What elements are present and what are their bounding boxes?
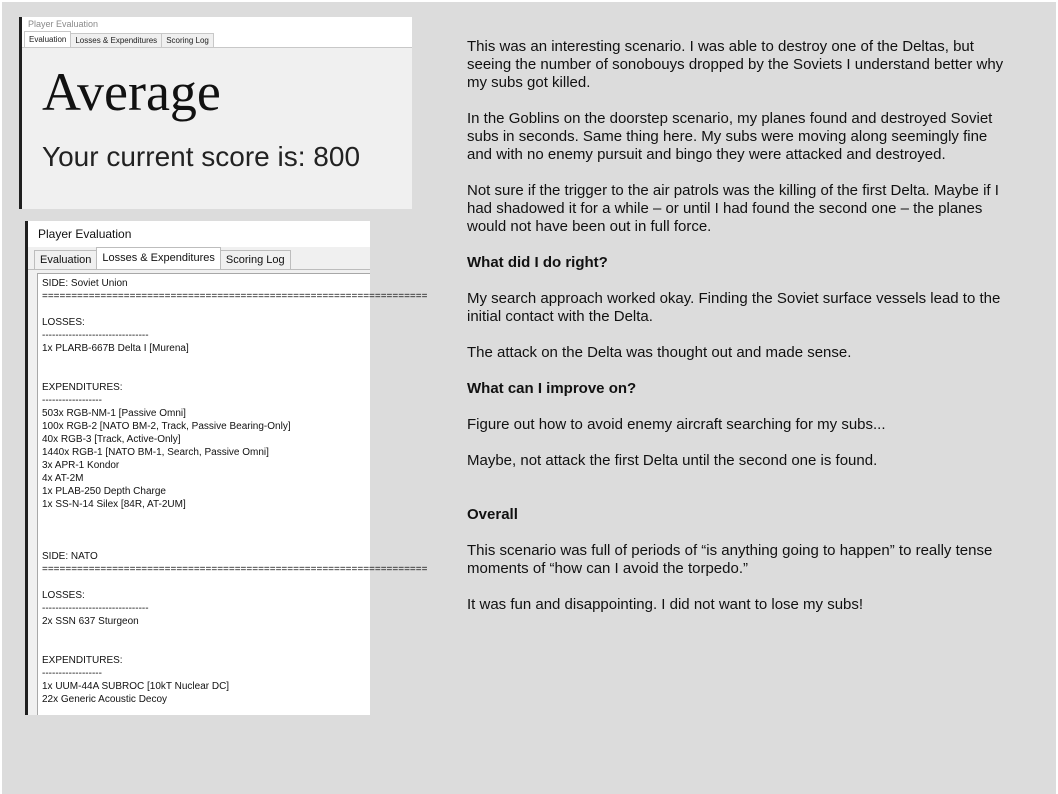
log-line: 1x PLARB-667B Delta I [Murena] bbox=[42, 343, 189, 354]
paragraph: It was fun and disappointing. I did not want to lose my subs! bbox=[467, 596, 864, 613]
window-title: Player Evaluation bbox=[22, 17, 412, 32]
tab-bar bbox=[28, 247, 370, 270]
paragraph: The attack on the Delta was thought out and made sense. bbox=[467, 344, 852, 361]
heading-improve: What can I improve on? bbox=[467, 380, 637, 397]
log-line: SIDE: Soviet Union bbox=[42, 278, 128, 289]
tab-evaluation[interactable]: Evaluation bbox=[34, 250, 97, 269]
paragraph: This scenario was full of periods of “is anything going to happen” to really tense moments of “how can I avoid the torpedo.” bbox=[467, 542, 993, 577]
log-line: 1x UUM-44A SUBROC [10kT Nuclear DC] bbox=[42, 681, 230, 692]
log-line bbox=[42, 576, 370, 589]
evaluation-window bbox=[19, 17, 412, 209]
paragraph: Not sure if the trigger to the air patrols was the killing of the first Delta. Maybe if I had shadowed it for a while – or until I had found the second one – the planes would not have been out in full force. bbox=[467, 182, 999, 235]
log-line: LOSSES: bbox=[42, 590, 85, 601]
log-line: -------------------------------- bbox=[42, 330, 149, 341]
tab-evaluation[interactable]: Evaluation bbox=[24, 31, 71, 47]
losses-window bbox=[25, 221, 428, 715]
log-line: ------------------ bbox=[42, 668, 102, 679]
paragraph: Figure out how to avoid enemy aircraft searching for my subs... bbox=[467, 416, 886, 433]
heading-right: What did I do right? bbox=[467, 254, 608, 271]
tab-scoring-log[interactable]: Scoring Log bbox=[220, 250, 291, 269]
log-line: 4x AT-2M bbox=[42, 473, 84, 484]
log-line: 1440x RGB-1 [NATO BM-1, Search, Passive Omni] bbox=[42, 447, 269, 458]
tab-losses-expenditures[interactable]: Losses & Expenditures bbox=[70, 33, 162, 47]
log-line: 1x SS-N-14 Silex [84R, AT-2UM] bbox=[42, 499, 186, 510]
log-line bbox=[42, 628, 370, 641]
log-line: -------------------------------- bbox=[42, 603, 149, 614]
log-line: EXPENDITURES: bbox=[42, 382, 123, 393]
score-text: Your current score is: 800 bbox=[42, 141, 361, 172]
log-line bbox=[42, 303, 370, 316]
log-line: 100x RGB-2 [NATO BM-2, Track, Passive Bearing-Only] bbox=[42, 421, 291, 432]
log-line: ================================================================== bbox=[42, 291, 428, 302]
tab-bar bbox=[22, 32, 412, 48]
log-line: 3x APR-1 Kondor bbox=[42, 460, 120, 471]
tab-scoring-log[interactable]: Scoring Log bbox=[161, 33, 214, 47]
log-line bbox=[42, 511, 370, 524]
log-line bbox=[42, 537, 370, 550]
window-title: Player Evaluation bbox=[28, 221, 370, 247]
log-line: ------------------ bbox=[42, 395, 102, 406]
heading-overall: Overall bbox=[467, 506, 518, 523]
rating-label: Average bbox=[42, 62, 221, 122]
log-line: 503x RGB-NM-1 [Passive Omni] bbox=[42, 408, 186, 419]
log-line bbox=[42, 524, 370, 537]
log-line: 2x SSN 637 Sturgeon bbox=[42, 616, 139, 627]
log-line bbox=[42, 355, 370, 368]
tab-losses-expenditures[interactable]: Losses & Expenditures bbox=[96, 247, 221, 269]
paragraph: This was an interesting scenario. I was able to destroy one of the Deltas, but seeing the number of sonobouys dropped by the Soviets I understand better why my subs got killed. bbox=[467, 38, 1004, 91]
log-line: EXPENDITURES: bbox=[42, 655, 123, 666]
losses-log-textarea[interactable] bbox=[37, 273, 428, 715]
log-line: 22x Generic Acoustic Decoy bbox=[42, 694, 168, 705]
log-line: 1x PLAB-250 Depth Charge bbox=[42, 486, 166, 497]
log-line bbox=[42, 641, 370, 654]
log-line: SIDE: NATO bbox=[42, 551, 98, 562]
slide-canvas bbox=[2, 2, 1056, 794]
paragraph: My search approach worked okay. Finding the Soviet surface vessels lead to the initial contact with the Delta. bbox=[467, 290, 1001, 325]
log-line: ================================================================== bbox=[42, 564, 428, 575]
log-line: LOSSES: bbox=[42, 317, 85, 328]
paragraph: Maybe, not attack the first Delta until the second one is found. bbox=[467, 452, 878, 469]
notes-text bbox=[467, 38, 1012, 632]
paragraph: In the Goblins on the doorstep scenario, my planes found and destroyed Soviet subs in seconds. Same thing here. My subs were moving along seemingly fine and with no enemy pursuit and bingo they were attacked and destroyed. bbox=[467, 110, 993, 163]
log-line bbox=[42, 368, 370, 381]
log-line: 40x RGB-3 [Track, Active-Only] bbox=[42, 434, 181, 445]
